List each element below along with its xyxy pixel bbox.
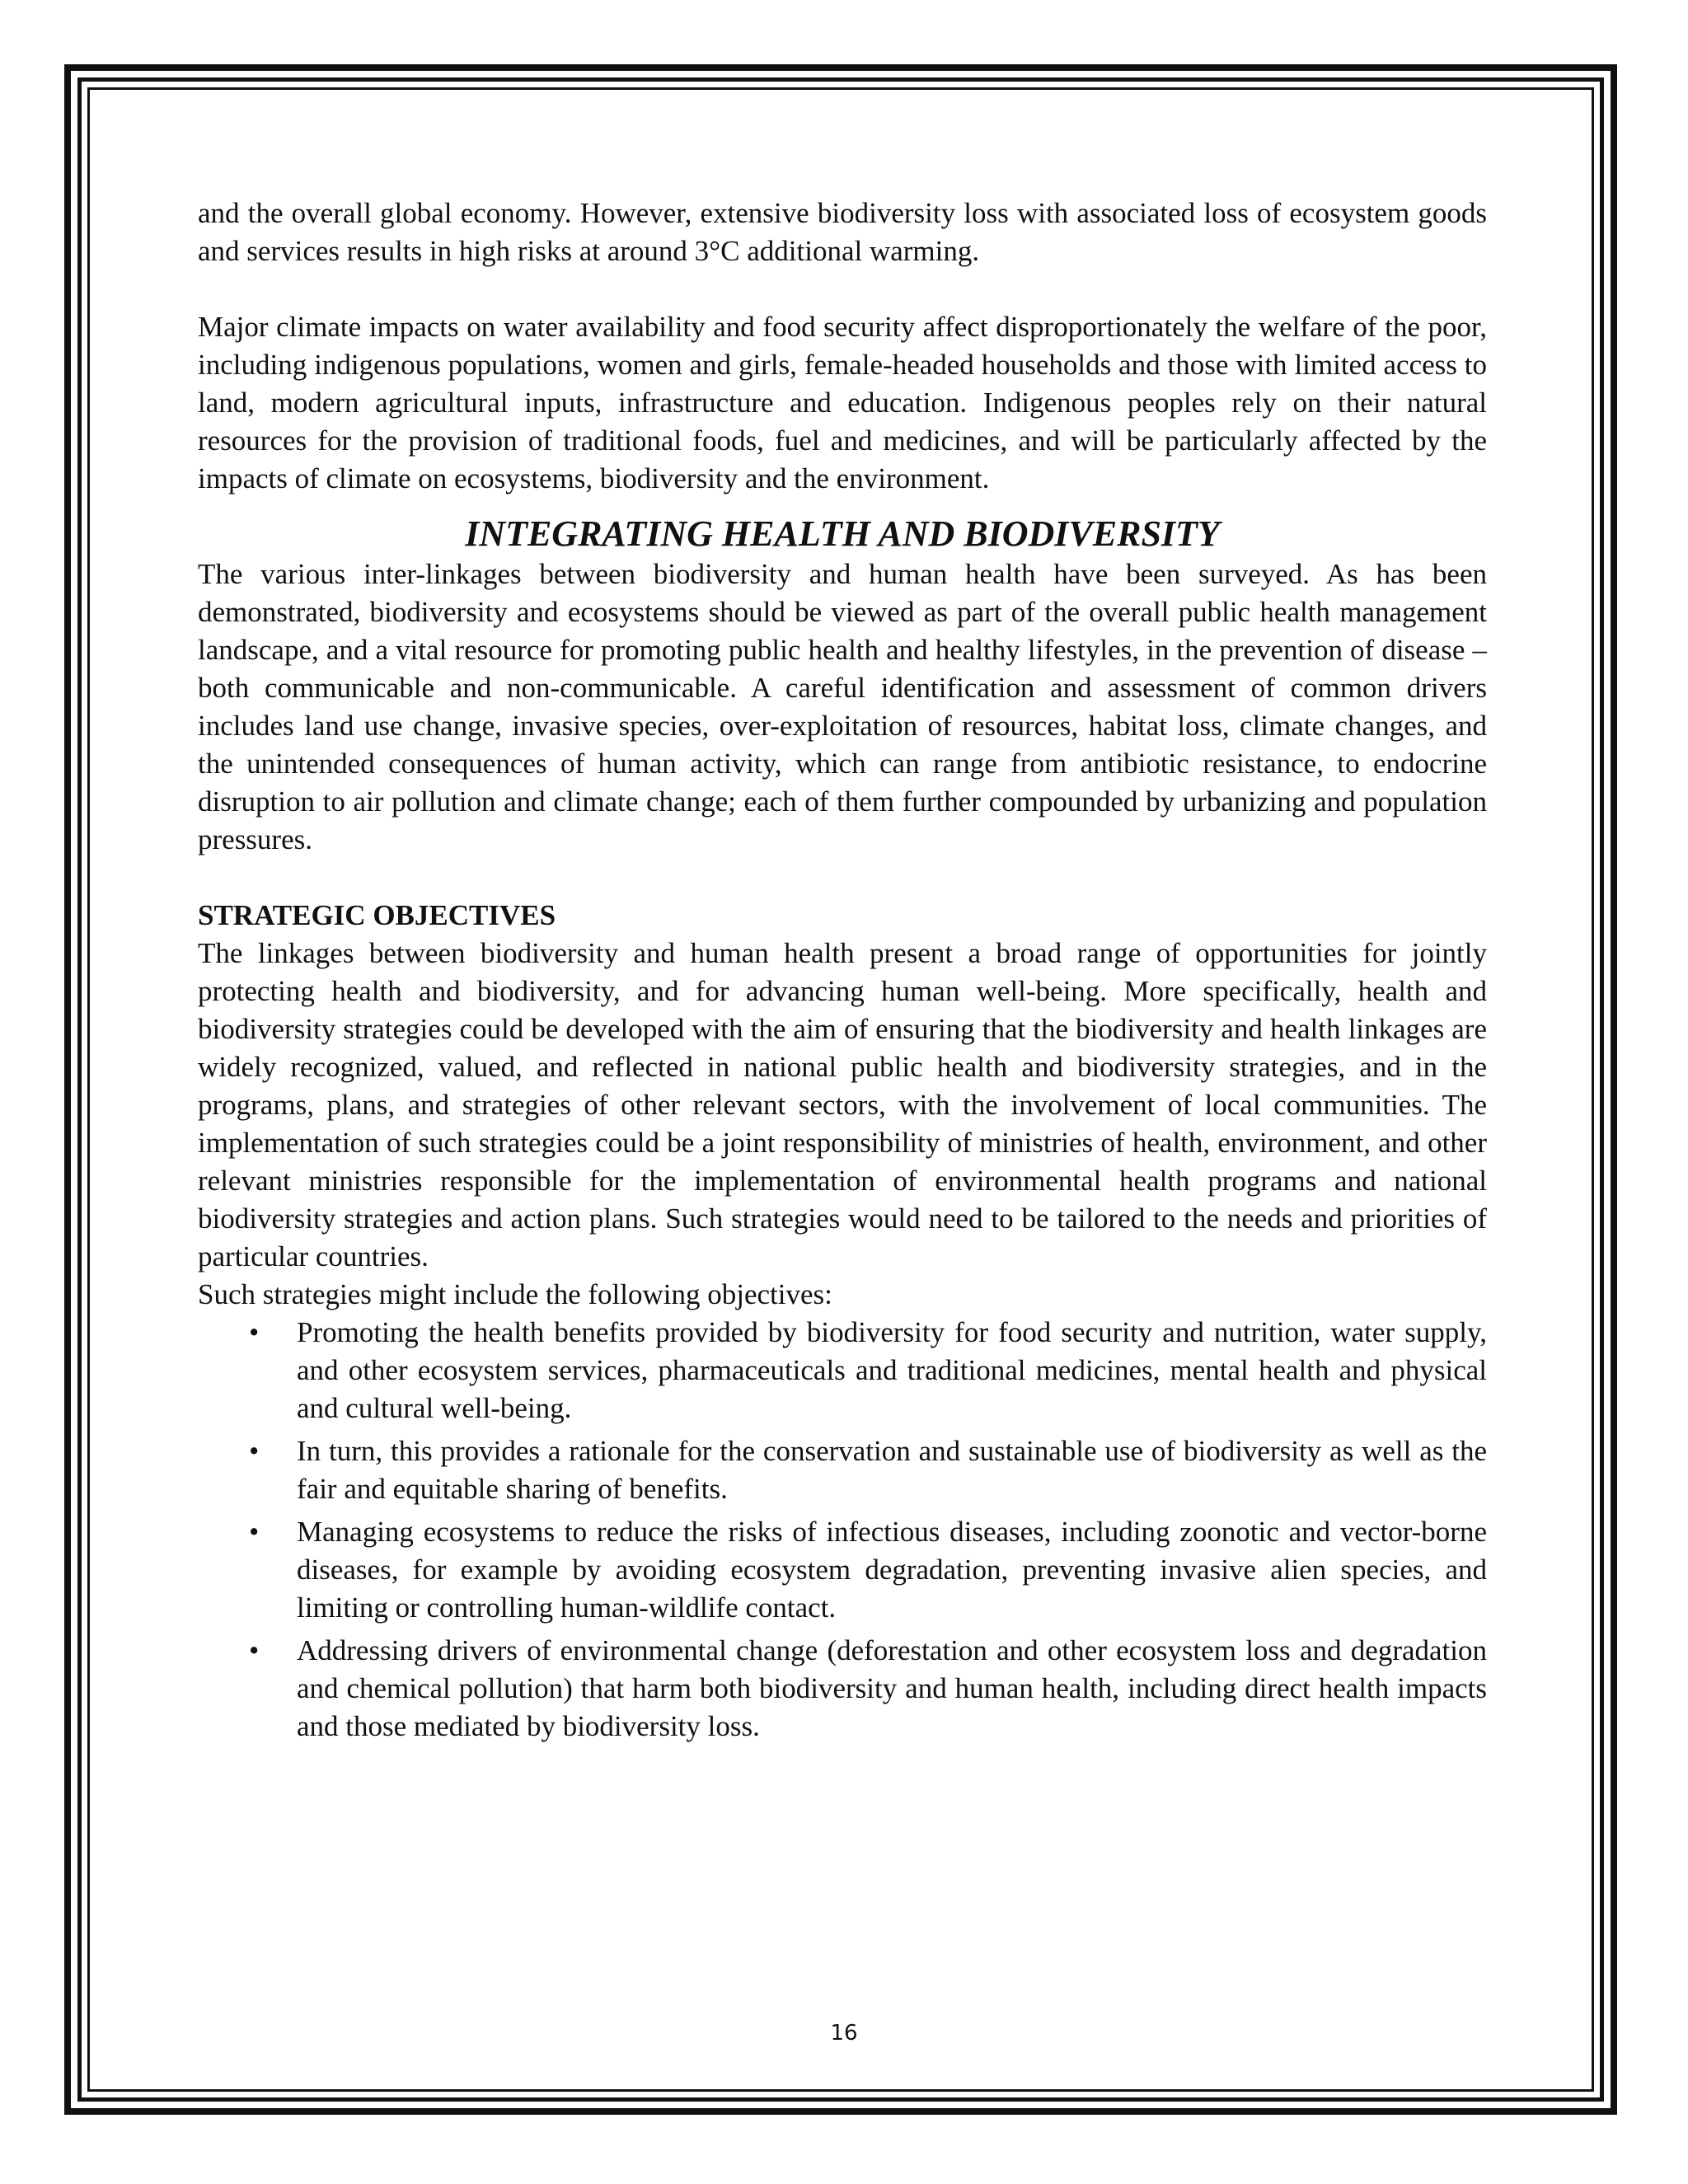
- objectives-list: [198, 1314, 1487, 1746]
- list-item: [198, 1432, 1487, 1508]
- page-number: 16: [830, 2021, 858, 2046]
- bullet-icon: •: [249, 1516, 260, 1548]
- bullet-icon: •: [249, 1634, 260, 1666]
- list-item-text: Promoting the health benefits provided by biodiversity for food security and nutrition, water supply, and other ecosystem services, pharmaceuticals and traditional medicines, mental health and physical and cultural well-being.: [297, 1316, 1487, 1424]
- bullet-icon: •: [249, 1316, 260, 1348]
- paragraph-climate-impacts: Major climate impacts on water availability and food security affect disproportionately the welfare of the poor, including indigenous populations, women and girls, female-headed households and those with limited access to land, modern agricultural inputs, infrastructure and education. Indigenous peoples rely on their natural resources for the provision of traditional foods, fuel and medicines, and will be particularly affected by the impacts of climate on ecosystems, biodiversity and the environment.: [198, 311, 1487, 494]
- list-item-text: In turn, this provides a rationale for the conservation and sustainable use of biodiversity as well as the fair and equitable sharing of benefits.: [297, 1435, 1487, 1505]
- page-content: [198, 194, 1487, 1750]
- section-heading-strategic: STRATEGIC OBJECTIVES: [198, 899, 556, 931]
- paragraph-gap: [198, 270, 1487, 308]
- list-item-text: Addressing drivers of environmental change (deforestation and other ecosystem loss and degradation and chemical pollution) that harm both biodiversity and human health, including direct health impacts and those mediated by biodiversity loss.: [297, 1634, 1487, 1742]
- bullet-icon: •: [249, 1435, 260, 1467]
- paragraph-strategic: The linkages between biodiversity and human health present a broad range of opportunities for jointly protecting health and biodiversity, and for advancing human well-being. More specifically, health and biodiversity strategies could be developed with the aim of ensuring that the biodiversity and health linkages are widely recognized, valued, and reflected in national public health and biodiversity strategies, and in the programs, plans, and strategies of other relevant sectors, with the involvement of local communities. The implementation of such strategies could be a joint responsibility of ministries of health, environment, and other relevant ministries responsible for the implementation of environmental health programs and national biodiversity strategies and action plans. Such strategies would need to be tailored to the needs and priorities of particular countries.: [198, 937, 1487, 1272]
- list-item: [198, 1314, 1487, 1427]
- section-heading-integrating: INTEGRATING HEALTH AND BIODIVERSITY: [465, 513, 1220, 554]
- paragraph-continuation: and the overall global economy. However, extensive biodiversity loss with associated loss of ecosystem goods and services results in high risks at around 3°C additional warming.: [198, 197, 1487, 267]
- list-item-text: Managing ecosystems to reduce the risks of infectious diseases, including zoonotic and vector-borne diseases, for example by avoiding ecosystem degradation, preventing invasive alien species, and limiting or controlling human-wildlife contact.: [297, 1516, 1487, 1624]
- paragraph-objectives-intro: Such strategies might include the following objectives:: [198, 1278, 832, 1310]
- paragraph-integrating: The various inter-linkages between biodiversity and human health have been surveyed. As has been demonstrated, biodiversity and ecosystems should be viewed as part of the overall public health management landscape, and a vital resource for promoting public health and healthy lifestyles, in the prevention of disease – both communicable and non-communicable. A careful identification and assessment of common drivers includes land use change, invasive species, over-exploitation of resources, habitat loss, climate changes, and the unintended consequences of human activity, which can range from antibiotic resistance, to endocrine disruption to air pollution and climate change; each of them further compounded by urbanizing and population pressures.: [198, 558, 1487, 855]
- list-item: [198, 1513, 1487, 1627]
- paragraph-gap: [198, 859, 1487, 897]
- list-item: [198, 1632, 1487, 1746]
